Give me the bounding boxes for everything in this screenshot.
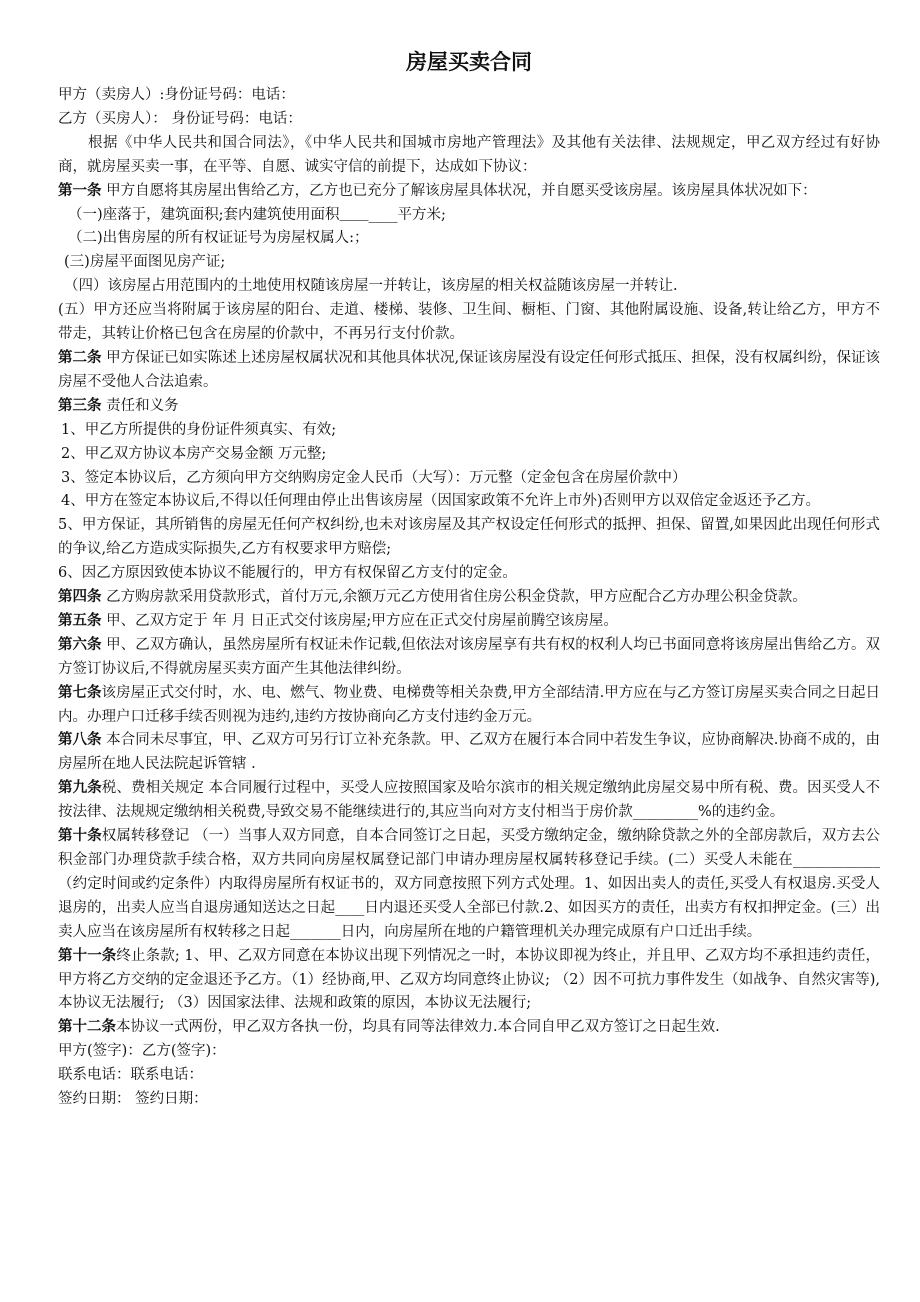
article-12-text: 本协议一式两份，甲乙双方各执一份，均具有同等法律效力.本合同自甲乙双方签订之日起生效.	[116, 1019, 720, 1036]
article-8	[58, 729, 880, 777]
article-11	[58, 945, 880, 1017]
phone-line: 联系电话：联系电话：	[58, 1067, 203, 1084]
article-3-item-2: 2、甲乙双方协议本房产交易金额 万元整;	[61, 445, 327, 462]
article-5-heading: 第五条	[58, 612, 102, 629]
article-8-heading: 第八条	[58, 732, 102, 749]
article-12	[58, 1016, 880, 1040]
article-3-heading: 第三条	[58, 397, 102, 414]
article-9-heading: 第九条	[58, 780, 102, 797]
article-5	[58, 610, 880, 634]
article-3	[58, 395, 880, 419]
article-1-item-3: (三)房屋平面图见房产证;	[64, 254, 226, 271]
article-4-text: 乙方购房款采用贷款形式，首付万元,余额万元乙方使用省住房公积金贷款，甲方应配合乙方办理公积金贷款。	[101, 589, 807, 606]
article-12-heading: 第十二条	[58, 1019, 116, 1036]
article-1-item-5: (五）甲方还应当将附属于该房屋的阳台、走道、楼梯、装修、卫生间、橱柜、门窗、其他附属设施、设备,转让给乙方，甲方不带走，其转让价格已包含在房屋的价款中，不再另行支付价款。	[58, 302, 880, 343]
article-6-text: 甲、乙双方确认，虽然房屋所有权证未作记载,但依法对该房屋享有共有权的权利人均已书面同意将该房屋出售给乙方。双方签订协议后,不得就房屋买卖方面产生其他法律纠纷。	[58, 636, 881, 677]
article-11-text: 终止条款; 1、甲、乙双方同意在本协议出现下列情况之一时，本协议即视为终止，并且甲、乙双方均不承担违约责任，甲方将乙方交纳的定金退还予乙方。（1）经协商,甲、乙双方均同意终止协议; （2）因不可抗力事件发生（如战争、自然灾害等),本协议无法履行; （3）因国家法律、法规和政策的原因，本协议无法履行;	[58, 947, 881, 1012]
article-3-item-1: 1、甲乙方所提供的身份证件须真实、有效;	[61, 421, 337, 438]
preamble: 根据《中华人民共和国合同法》，《中华人民共和国城市房地产管理法》及其他有关法律、法规规定，甲乙双方经过有好协商，就房屋买卖一事，在平等、自愿、诚实守信的前提下，达成如下协议：	[58, 134, 880, 175]
contract-page	[58, 0, 880, 1112]
article-5-text: 甲、乙双方定于 年 月 日正式交付该房屋;甲方应在正式交付房屋前腾空该房屋。	[101, 612, 618, 629]
party-b-line: 乙方（买房人）： 身份证号码：电话：	[58, 110, 302, 127]
article-2	[58, 347, 880, 395]
party-a-line: 甲方（卖房人）:身份证号码：电话：	[58, 87, 295, 103]
article-10-heading: 第十条	[58, 828, 102, 845]
article-7	[58, 682, 880, 730]
article-11-heading: 第十一条	[58, 947, 117, 964]
article-6	[58, 634, 880, 682]
article-6-heading: 第六条	[58, 636, 102, 653]
article-2-heading: 第二条	[58, 349, 102, 366]
article-4	[58, 586, 880, 610]
article-1-text: 甲方自愿将其房屋出售给乙方，乙方也已充分了解该房屋具体状况，并自愿买受该房屋。该房屋具体状况如下：	[101, 182, 817, 199]
article-9-text: 税、费相关规定 本合同履行过程中，买受人应按照国家及哈尔滨市的相关规定缴纳此房屋交易中所有税、费。因买受人不按法律、法规规定缴纳相关税费,导致交易不能继续进行的,其应当向对方支付相当于房价款_________%的违约金。	[58, 780, 881, 821]
article-7-heading: 第七条	[58, 684, 102, 701]
article-1	[58, 180, 880, 204]
article-9	[58, 777, 880, 825]
article-3-item-6: 6、因乙方原因致使本协议不能履行的，甲方有权保留乙方支付的定金。	[58, 565, 517, 582]
article-1-item-2: （二)出售房屋的所有权证证号为房屋权属人:；	[68, 230, 369, 247]
signature-line: 甲方(签字)：乙方(签字)：	[58, 1043, 226, 1060]
article-3-text: 责任和义务	[101, 397, 179, 414]
article-10	[58, 825, 880, 945]
article-1-item-1: （一)座落于，建筑面积;套内建筑使用面积＿＿____平方米;	[68, 206, 446, 223]
document-title: 房屋买卖合同	[406, 50, 532, 74]
article-3-item-4: 4、甲方在签定本协议后,不得以任何理由停止出售该房屋（因国家政策不允许上市外)否则甲方以双倍定金返还予乙方。	[61, 493, 820, 510]
date-line: 签约日期： 签约日期：	[58, 1091, 208, 1108]
article-7-text: 该房屋正式交付时，水、电、燃气、物业费、电梯费等相关杂费,甲方全部结清.甲方应在与乙方签订房屋买卖合同之日起日内。办理户口迁移手续否则视为违约,违约方按协商向乙方支付违约金万元。	[58, 684, 881, 725]
article-2-text: 甲方保证已如实陈述上述房屋权属状况和其他具体状况,保证该房屋没有设定任何形式抵压、担保，没有权属纠纷，保证该房屋不受他人合法追索。	[58, 349, 881, 390]
article-8-text: 本合同未尽事宜，甲、乙双方可另行订立补充条款。甲、乙双方在履行本合同中若发生争议，应协商解决.协商不成的，由房屋所在地人民法院起诉管辖 .	[58, 732, 881, 773]
article-3-item-5: 5、甲方保证，其所销售的房屋无任何产权纠纷,也未对该房屋及其产权设定任何形式的抵押、担保、留置,如果因此出现任何形式的争议,给乙方造成实际损失,乙方有权要求甲方赔偿;	[58, 517, 880, 558]
article-3-item-3: 3、签定本协议后，乙方须向甲方交纳购房定金人民币（大写）：万元整（定金包含在房屋价款中）	[61, 469, 687, 486]
article-10-text: 权属转移登记 （一）当事人双方同意，自本合同签订之日起，买受方缴纳定金，缴纳除贷款之外的全部房款后，双方去公积金部门办理贷款手续合格，双方共同向房屋权属登记部门申请办理房屋权属转移登记手续。(二）买受人未能在____________（约定时间或约定条件）内取得房屋所有权证书的，双方同意按照下列方式处理。1、如因出卖人的责任,买受人有权退房.买受人退房的，出卖人应当自退房通知送达之日起____日内退还买受人全部已付款.2、如因买方的责任，出卖方有权扣押定金。(三）出卖人应当在该房屋所有权转移之日起_______日内，向房屋所在地的户籍管理机关办理完成原有户口迁出手续。	[58, 828, 881, 940]
article-1-heading: 第一条	[58, 182, 102, 199]
article-1-item-4: （四）该房屋占用范围内的土地使用权随该房屋一并转让，该房屋的相关权益随该房屋一并转让.	[64, 278, 678, 295]
article-4-heading: 第四条	[58, 589, 102, 606]
